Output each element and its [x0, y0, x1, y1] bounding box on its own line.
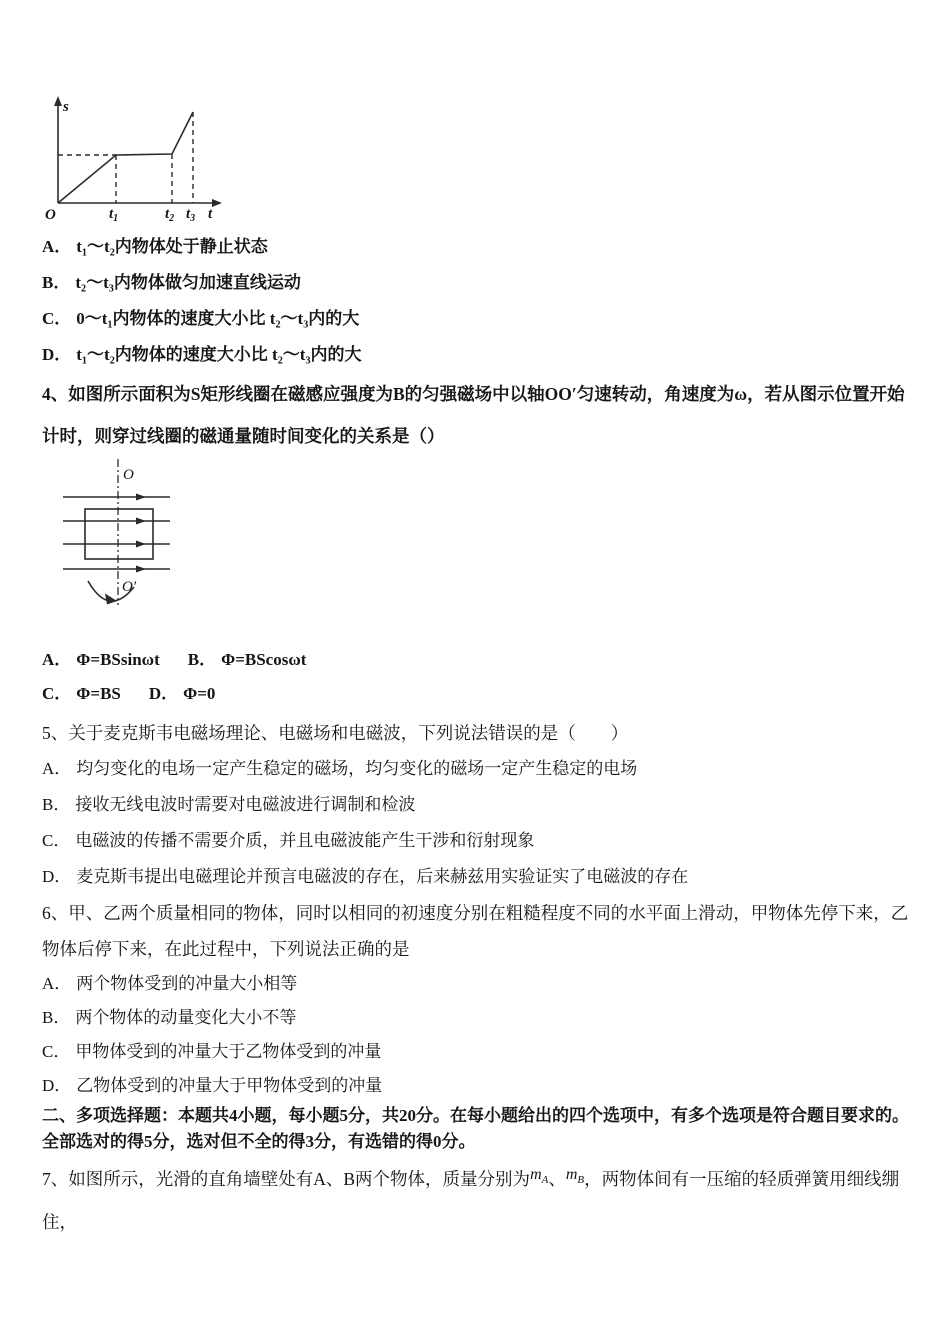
- field-arrow-icon: [136, 518, 146, 525]
- q7-question-text: [42, 1161, 912, 1240]
- option-text: 两个物体受到的冲量大小相等: [76, 974, 298, 993]
- q4-options-line-1: [42, 643, 912, 677]
- option-label: A．: [42, 759, 72, 778]
- q6-question-text: 6、甲、乙两个质量相同的物体，同时以相同的初速度分别在粗糙程度不同的水平面上滑动，甲物体先停下来，乙物体后停下来，在此过程中，下列说法正确的是: [42, 903, 909, 959]
- q5-option-d: [42, 859, 912, 895]
- mass-a-symbol: $m_A$: [530, 1166, 549, 1187]
- q3-options: [42, 229, 912, 373]
- mass-b-symbol: $m_B$: [565, 1166, 585, 1187]
- y-axis-label: s: [63, 99, 69, 115]
- option-label: A．: [42, 974, 72, 993]
- option-label: B．: [187, 650, 217, 669]
- option-label: C．: [42, 309, 72, 328]
- field-arrow-icon: [136, 566, 146, 573]
- q3-option-c: [42, 301, 912, 337]
- option-text: Φ=0: [183, 684, 216, 703]
- x-axis-label: t: [208, 206, 213, 222]
- option-text: Φ=BScosωt: [221, 650, 307, 669]
- axis-top-label: O: [123, 467, 134, 483]
- option-text: 0～t₁内物体的速度大小比 t₂～t₃内的大: [76, 309, 360, 328]
- option-text: Φ=BS: [76, 684, 121, 703]
- option-label: C．: [42, 1042, 71, 1061]
- option-text: 接收无线电波时需要对电磁波进行调制和检波: [75, 795, 416, 814]
- q3-option-b: [42, 265, 912, 301]
- option-label: C．: [42, 684, 72, 703]
- rotation-arrow-icon: [105, 594, 117, 605]
- option-text: 麦克斯韦提出电磁理论并预言电磁波的存在，后来赫兹用实验证实了电磁波的存在: [76, 867, 689, 886]
- q5-options: [42, 751, 912, 895]
- axis-bottom-label: O′: [122, 579, 137, 595]
- option-text: 两个物体的动量变化大小不等: [75, 1008, 297, 1027]
- q5-option-a: [42, 751, 912, 787]
- section-2-header: 二、多项选择题：本题共4小题，每小题5分，共20分。在每小题给出的四个选项中，有多个选项是符合题目要求的。全部选对的得5分，选对但不全的得3分，有选错的得0分。: [42, 1106, 909, 1151]
- option-label: A．: [42, 237, 72, 256]
- option-label: B．: [42, 795, 71, 814]
- field-arrow-icon: [136, 541, 146, 548]
- option-label: D．: [42, 867, 72, 886]
- q6-option-d: [42, 1069, 912, 1103]
- option-text: t₁～t₂内物体的速度大小比 t₂～t₃内的大: [76, 345, 362, 364]
- q6-option-c: [42, 1035, 912, 1069]
- displacement-time-graph: [42, 95, 227, 223]
- q4-options: [42, 643, 912, 711]
- tick-t2: $t_2$: [165, 206, 175, 223]
- rotating-coil-diagram: [60, 457, 180, 609]
- tick-t3: $t_3$: [186, 206, 196, 223]
- option-text: 电磁波的传播不需要介质，并且电磁波能产生干涉和衍射现象: [75, 831, 535, 850]
- q4-question-text: 4、如图所示面积为S矩形线圈在磁感应强度为B的匀强磁场中以轴OO′匀速转动，角速度为ω，若从图示位置开始计时，则穿过线圈的磁通量随时间变化的关系是（）: [42, 384, 905, 446]
- x-axis-arrow-icon: [212, 199, 222, 207]
- q6-option-a: [42, 967, 912, 1001]
- q5-question-text: 5、关于麦克斯韦电磁场理论、电磁场和电磁波，下列说法错误的是（ ）: [42, 723, 629, 743]
- option-label: A．: [42, 650, 72, 669]
- option-label: D．: [148, 684, 179, 703]
- option-label: C．: [42, 831, 71, 850]
- option-label: B．: [42, 1008, 71, 1027]
- q6-options: [42, 967, 912, 1103]
- tick-t1: $t_1$: [109, 206, 119, 223]
- option-text: t₁～t₂内物体处于静止状态: [76, 237, 268, 256]
- option-text: 甲物体受到的冲量大于乙物体受到的冲量: [75, 1042, 382, 1061]
- option-text: 乙物体受到的冲量大于甲物体受到的冲量: [76, 1076, 383, 1095]
- origin-label: O: [45, 207, 56, 223]
- q7-separator: 、: [548, 1169, 566, 1189]
- coil-rectangle: [85, 509, 153, 559]
- motion-curve: [58, 112, 193, 203]
- q6-option-b: [42, 1001, 912, 1035]
- option-label: D．: [42, 1076, 72, 1095]
- option-label: D．: [42, 345, 72, 364]
- y-axis-arrow-icon: [54, 96, 62, 106]
- q7-text-before: 7、如图所示，光滑的直角墙壁处有A、B两个物体，质量分别为: [42, 1169, 531, 1189]
- option-label: B．: [42, 273, 71, 292]
- q3-option-a: [42, 229, 912, 265]
- option-text: t₂～t₃内物体做匀加速直线运动: [75, 273, 301, 292]
- option-text: 均匀变化的电场一定产生稳定的磁场，均匀变化的磁场一定产生稳定的电场: [76, 759, 638, 778]
- q3-option-d: [42, 337, 912, 373]
- option-text: Φ=BSsinωt: [76, 650, 160, 669]
- field-arrow-icon: [136, 494, 146, 501]
- q4-options-line-2: [42, 677, 912, 711]
- q7-text-after: ，两物体间有一压缩的轻质弹簧用细线绷住，: [42, 1169, 900, 1233]
- q5-option-c: [42, 823, 912, 859]
- q5-option-b: [42, 787, 912, 823]
